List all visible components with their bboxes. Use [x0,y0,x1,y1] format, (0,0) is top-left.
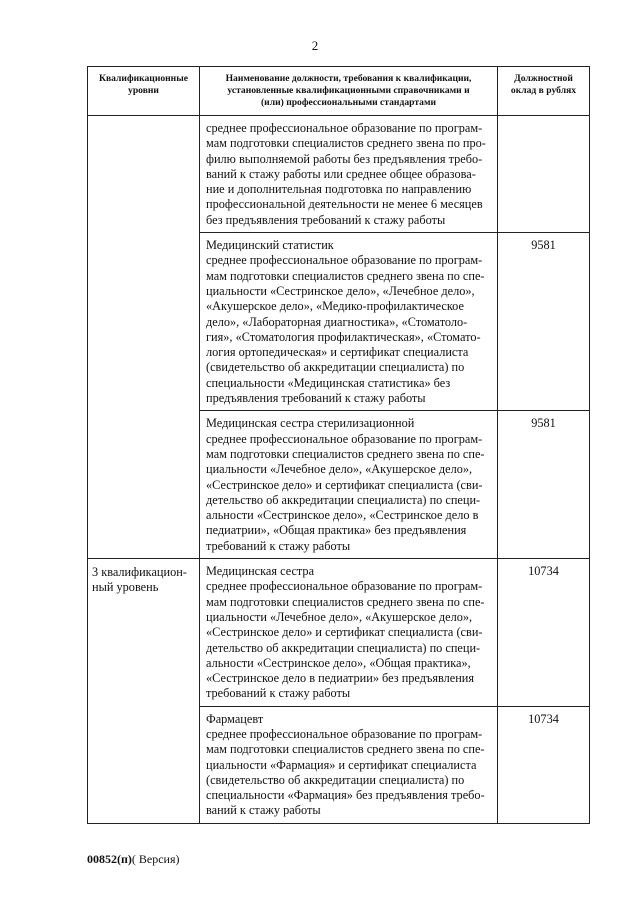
text-line: мам подготовки специалистов среднего звена по спе- [206,742,485,757]
page-number: 2 [311,38,319,53]
text-line: мам подготовки специалистов среднего звена по спе- [206,594,485,609]
text-line: среднее профессиональное образование по програм- [206,726,483,741]
text-line: дело», «Лабораторная диагностика», «Стоматоло- [206,314,468,329]
salary-cell [498,116,590,233]
text-line: (свидетельство об аккредитации специалиста) по [206,772,465,787]
header-line: оклад в рублях [510,85,577,96]
document-code: 00852(п) [87,852,132,866]
qualification-level-cell [88,116,200,559]
text-line: детельство об аккредитации специалиста) по специ- [206,640,481,655]
requirements-cell [200,233,498,411]
table-row [88,559,590,707]
text-line: специальности «Фармация» без предъявления требо- [206,788,485,803]
text-line: альности «Сестринское дело», «Сестринское дело в [206,508,479,523]
requirements-cell [200,116,498,233]
text-line: «Акушерское дело», «Медико-профилактическое [206,299,464,314]
text-line: требований к стажу работы [206,538,351,553]
document-footer [87,852,180,867]
salary-cell: 10734 [498,559,590,707]
header-position-requirements [200,67,498,116]
text-line: без предъявления требований к стажу работы [206,212,446,227]
text-line: ваний к стажу работы [206,803,321,818]
salary-cell: 9581 [498,233,590,411]
header-line: (или) профессиональными стандартами [260,97,437,108]
table-row [88,116,590,233]
header-line: Квалификационные [99,73,188,84]
text-line: «Сестринское дело в педиатрии» без предъявления [206,671,475,686]
text-line: циальности «Сестринское дело», «Лечебное дело», [206,283,475,298]
text-line: мам подготовки специалистов среднего звена по спе- [206,446,485,461]
table-header-row [88,67,590,116]
qualification-table [87,66,590,824]
requirements-cell [200,411,498,559]
text-line: среднее профессиональное образование по програм- [206,253,483,268]
text-line: среднее профессиональное образование по програм- [206,579,483,594]
text-line: детельство об аккредитации специалиста) по специ- [206,492,481,507]
text-line: «Сестринское дело» и сертификат специалиста (сви- [206,477,483,492]
document-version: ( Версия) [131,852,180,866]
text-line: циальности «Фармация» и сертификат специалиста [206,757,477,772]
level-line: 3 квалификацион- [92,565,187,580]
text-line: профессиональной деятельности не менее 6 месяцев [206,197,483,212]
position-title: Фармацевт [206,711,264,726]
text-line: ние и дополнительная подготовка по направлению [206,182,472,197]
header-line: установленные квалификационными справочниками и [227,85,470,96]
text-line: мам подготовки специалистов среднего звена по спе- [206,268,485,283]
text-line: среднее профессиональное образование по програм- [206,431,483,446]
text-line: педиатрии», «Общая практика» без предъявления [206,523,467,538]
header-salary [498,67,590,116]
salary-cell: 9581 [498,411,590,559]
text-line: «Сестринское дело» и сертификат специалиста (сви- [206,625,483,640]
position-title: Медицинский статистик [206,238,334,253]
text-line: филю выполняемой работы без предъявления требо- [206,151,483,166]
text-line: (свидетельство об аккредитации специалиста) по [206,360,465,375]
text-line: альности «Сестринское дело», «Общая практика», [206,655,471,670]
text-line: логия ортопедическая» и сертификат специалиста [206,345,469,360]
text-line: мам подготовки специалистов среднего звена по про- [206,136,486,151]
position-title: Медицинская сестра [206,564,315,579]
text-line: циальности «Лечебное дело», «Акушерское дело», [206,609,473,624]
header-line: Наименование должности, требования к квалификации, [225,73,472,84]
qualification-level-cell [88,559,200,824]
text-line: требований к стажу работы [206,686,351,701]
requirements-cell [200,559,498,707]
text-line: гия», «Стоматология профилактическая», «Стомато- [206,329,481,344]
text-line: предъявления требований к стажу работы [206,391,426,406]
salary-cell: 10734 [498,706,590,823]
header-line: Должностной [514,73,573,84]
text-line: ваний к стажу работы или среднее общее образова- [206,166,476,181]
position-title: Медицинская сестра стерилизационной [206,416,415,431]
level-line: ный уровень [92,580,159,595]
text-line: среднее профессиональное образование по програм- [206,121,483,135]
header-qualification-levels [88,67,200,116]
header-line: уровни [128,85,159,96]
text-line: циальности «Лечебное дело», «Акушерское дело», [206,462,473,477]
text-line: специальности «Медицинская статистика» без [206,375,451,390]
requirements-cell [200,706,498,823]
